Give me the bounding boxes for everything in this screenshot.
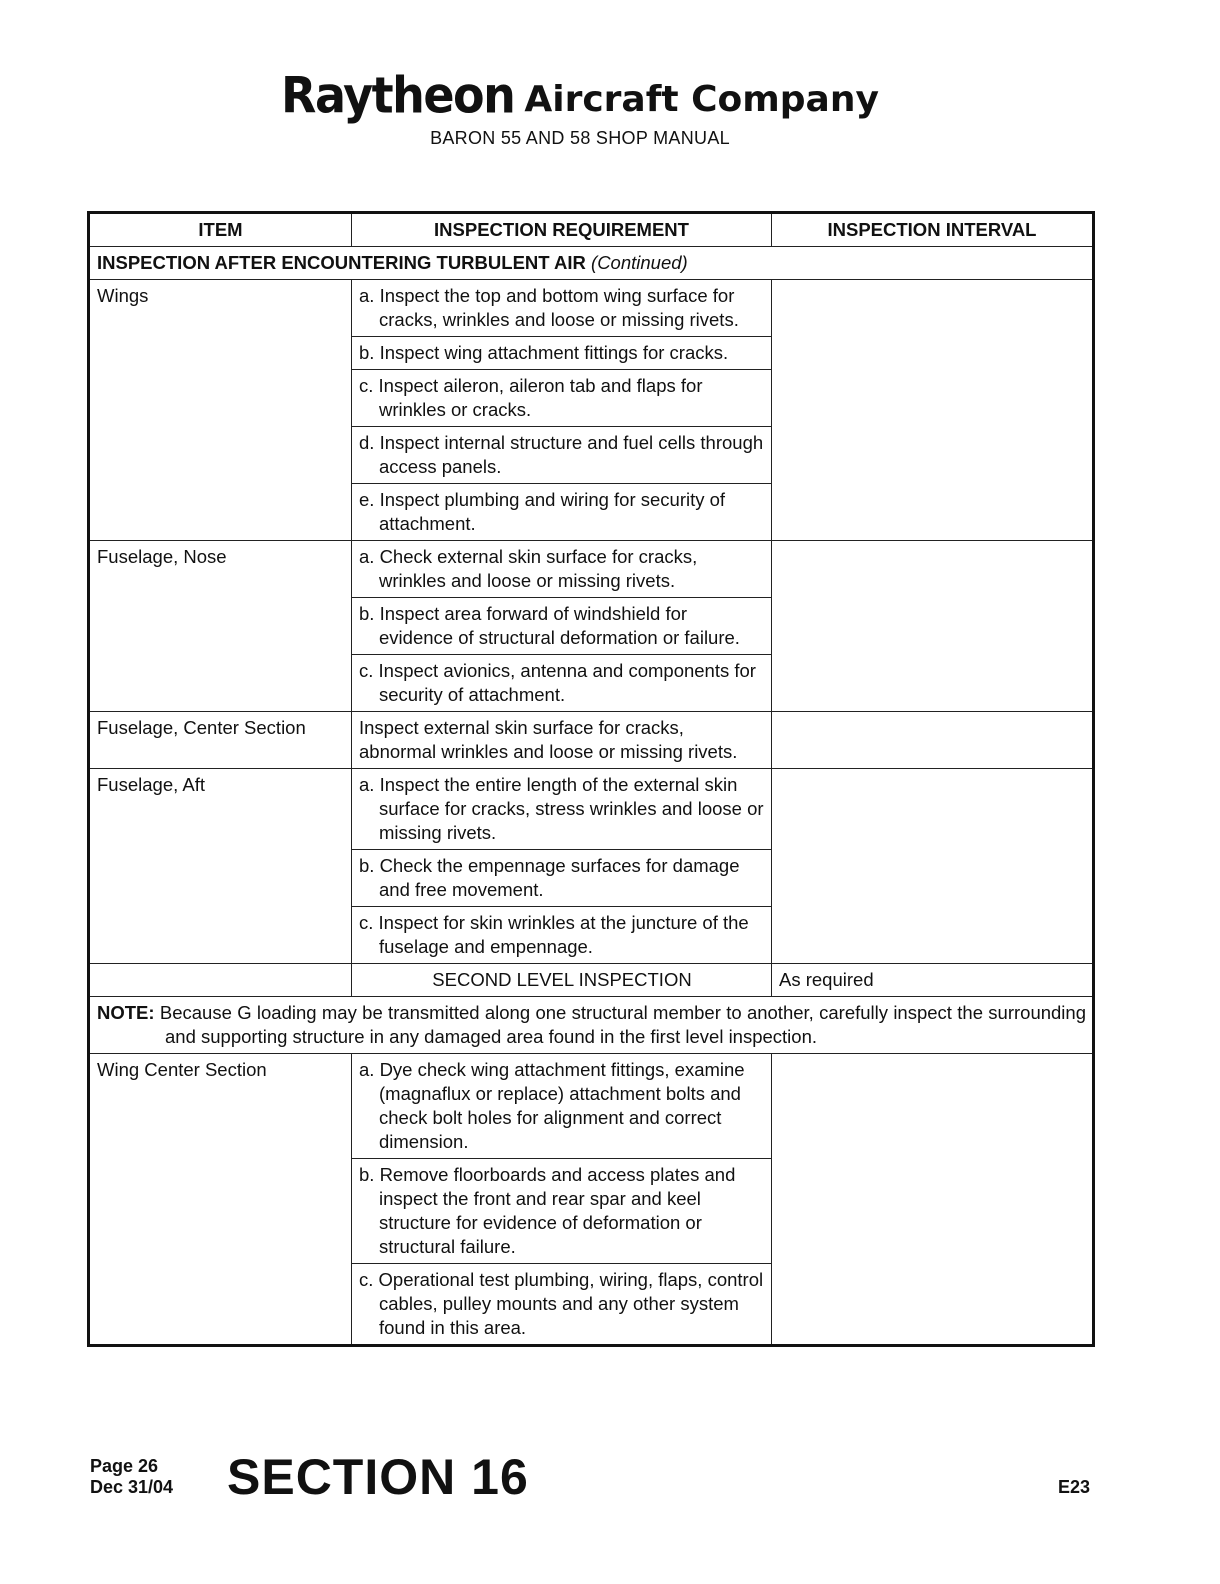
page-info	[90, 1456, 173, 1498]
table-row	[89, 712, 1094, 769]
page-code: E23	[1057, 1477, 1090, 1497]
column-header: ITEM	[89, 213, 352, 247]
note-row	[89, 997, 1094, 1054]
requirement-cell: c. Inspect avionics, antenna and components for security of attachment.	[352, 655, 772, 712]
interval-cell	[772, 712, 1094, 769]
requirement-cell: a. Check external skin surface for cracks, wrinkles and loose or missing rivets.	[352, 541, 772, 598]
note-body	[97, 1001, 1086, 1049]
requirement-cell: a. Inspect the top and bottom wing surface for cracks, wrinkles and loose or missing rivets.	[352, 280, 772, 337]
page-number: Page 26	[90, 1456, 159, 1476]
requirement-cell: d. Inspect internal structure and fuel cells through access panels.	[352, 427, 772, 484]
interval-cell	[772, 769, 1094, 964]
page-header	[0, 65, 1160, 149]
table-row	[89, 1054, 1094, 1159]
table-row	[89, 769, 1094, 850]
requirement-cell: b. Remove floorboards and access plates and inspect the front and rear spar and keel structure for evidence of deformation or structural failure.	[352, 1159, 772, 1264]
requirement-cell: b. Inspect area forward of windshield for evidence of structural deformation or failure.	[352, 598, 772, 655]
section-title	[89, 247, 1094, 280]
company-name	[0, 65, 1160, 125]
requirement-cell: c. Operational test plumbing, wiring, flaps, control cables, pulley mounts and any other system found in this area.	[352, 1264, 772, 1346]
requirement-cell: Inspect external skin surface for cracks, abnormal wrinkles and loose or missing rivets.	[352, 712, 772, 769]
section-title-text: INSPECTION AFTER ENCOUNTERING TURBULENT AIR	[97, 252, 586, 273]
requirement-cell: c. Inspect aileron, aileron tab and flaps for wrinkles or cracks.	[352, 370, 772, 427]
note-label: NOTE:	[97, 1002, 155, 1023]
manual-title: BARON 55 AND 58 SHOP MANUAL	[430, 128, 730, 148]
inspection-table	[87, 211, 1095, 1347]
requirement-cell: a. Inspect the entire length of the external skin surface for cracks, stress wrinkles and loose or missing rivets.	[352, 769, 772, 850]
requirement-cell: c. Inspect for skin wrinkles at the juncture of the fuselage and empennage.	[352, 907, 772, 964]
second-level-interval: As required	[772, 964, 1094, 997]
note-cell	[89, 997, 1094, 1054]
section-title-row	[89, 247, 1094, 280]
item-cell: Fuselage, Aft	[89, 769, 352, 964]
requirement-cell: e. Inspect plumbing and wiring for security of attachment.	[352, 484, 772, 541]
note-text: Because G loading may be transmitted along one structural member to another, carefully inspect the surrounding and supporting structure in any damaged area found in the first level inspection.	[159, 1002, 1086, 1047]
section-label: SECTION 16	[227, 1449, 529, 1505]
requirement-cell: b. Inspect wing attachment fittings for cracks.	[352, 337, 772, 370]
table-row	[89, 280, 1094, 337]
column-header: INSPECTION INTERVAL	[772, 213, 1094, 247]
interval-cell	[772, 541, 1094, 712]
item-cell: Fuselage, Nose	[89, 541, 352, 712]
section-continued: (Continued)	[591, 252, 688, 273]
table-header-row	[89, 213, 1094, 247]
requirement-cell: a. Dye check wing attachment fittings, examine (magnaflux or replace) attachment bolts and check bolt holes for alignment and correct dimension.	[352, 1054, 772, 1159]
company-suffix: Aircraft Company	[524, 79, 879, 120]
item-cell: Wing Center Section	[89, 1054, 352, 1346]
second-level-label: SECOND LEVEL INSPECTION	[352, 964, 772, 997]
requirement-cell: b. Check the empennage surfaces for damage and free movement.	[352, 850, 772, 907]
brand-logo: Raytheon	[281, 65, 515, 125]
page-date: Dec 31/04	[90, 1477, 174, 1497]
second-level-row	[89, 964, 1094, 997]
item-cell: Fuselage, Center Section	[89, 712, 352, 769]
item-cell: Wings	[89, 280, 352, 541]
column-header: INSPECTION REQUIREMENT	[352, 213, 772, 247]
interval-cell	[772, 280, 1094, 541]
table-row	[89, 541, 1094, 598]
interval-cell	[772, 1054, 1094, 1346]
item-cell	[89, 964, 352, 997]
